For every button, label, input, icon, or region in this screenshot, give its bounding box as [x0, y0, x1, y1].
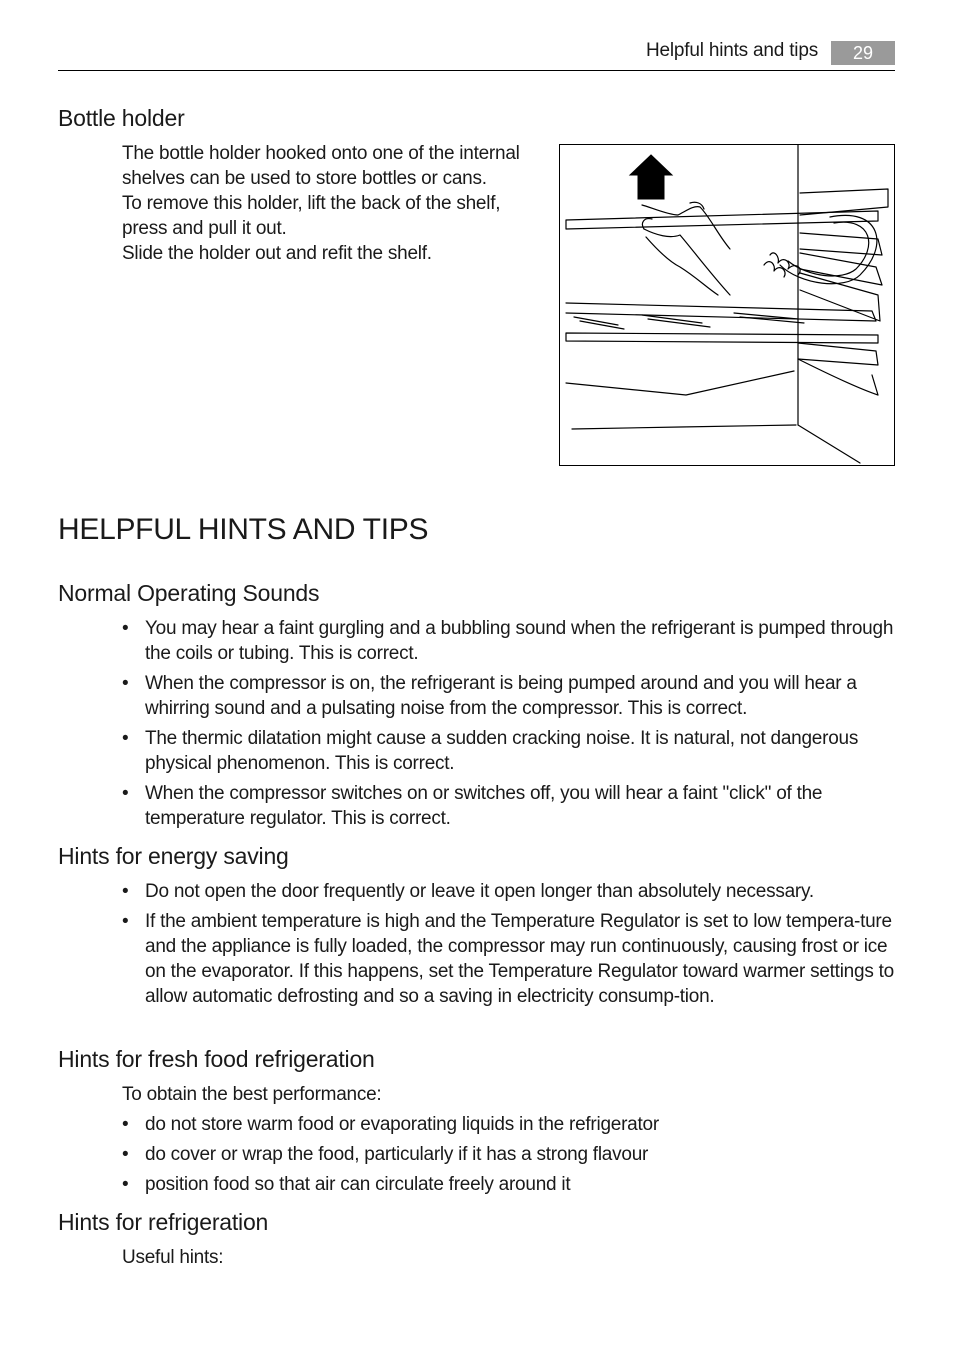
- lift-arrow-icon: [630, 155, 672, 199]
- running-header-title: Helpful hints and tips: [646, 40, 818, 61]
- energy-saving-heading: Hints for energy saving: [58, 843, 289, 869]
- normal-sounds-heading: Normal Operating Sounds: [58, 580, 320, 606]
- fridge-shelf-drawing: [560, 145, 894, 465]
- list-item: • do cover or wrap the food, particularly if it has a strong flavour: [122, 1142, 895, 1167]
- fresh-food-intro: To obtain the best performance:: [122, 1084, 382, 1105]
- refrigeration-intro: Useful hints:: [122, 1247, 224, 1268]
- refrigeration-heading: Hints for refrigeration: [58, 1209, 269, 1235]
- list-item: • The thermic dilatation might cause a sudden cracking noise. It is natural, not dangerous physical phenomenon. This is correct.: [122, 726, 895, 776]
- energy-saving-list: [122, 879, 895, 1014]
- main-section-title: HELPFUL HINTS AND TIPS: [58, 513, 429, 546]
- list-item: • position food so that air can circulate freely around it: [122, 1172, 895, 1197]
- list-item: • Do not open the door frequently or leave it open longer than absolutely necessary.: [122, 879, 895, 904]
- bottle-holder-heading: Bottle holder: [58, 105, 185, 131]
- header-divider: [58, 70, 895, 71]
- fresh-food-list: [122, 1112, 895, 1202]
- list-item: • When the compressor is on, the refrigerant is being pumped around and you will hear a whirring sound and a pulsating noise from the compressor. This is correct.: [122, 671, 895, 721]
- bottle-holder-line: To remove this holder, lift the back of the shelf,: [122, 193, 501, 214]
- page-number-badge: 29: [831, 41, 895, 65]
- bottle-holder-illustration: [559, 144, 895, 466]
- bottle-holder-line: press and pull it out.: [122, 218, 287, 239]
- bottle-holder-line: shelves can be used to store bottles or cans.: [122, 168, 487, 189]
- list-item: • When the compressor switches on or switches off, you will hear a faint "click" of the temperature regulator. This is correct.: [122, 781, 895, 831]
- list-item: • If the ambient temperature is high and the Temperature Regulator is set to low tempera-ture and the appliance is fully loaded, the compressor may run continuously, causing frost or ice on the evaporator. If this happens, set the Temperature Regulator toward warmer settings to allow automatic defrosting and so a saving in electricity consump-tion.: [122, 909, 895, 1009]
- bottle-holder-text: [122, 141, 552, 266]
- bottle-holder-line: The bottle holder hooked onto one of the internal: [122, 143, 520, 164]
- list-item: • do not store warm food or evaporating liquids in the refrigerator: [122, 1112, 895, 1137]
- fresh-food-heading: Hints for fresh food refrigeration: [58, 1046, 375, 1072]
- bottle-holder-line: Slide the holder out and refit the shelf.: [122, 243, 432, 264]
- list-item: • You may hear a faint gurgling and a bubbling sound when the refrigerant is pumped through the coils or tubing. This is correct.: [122, 616, 895, 666]
- normal-sounds-list: [122, 616, 895, 836]
